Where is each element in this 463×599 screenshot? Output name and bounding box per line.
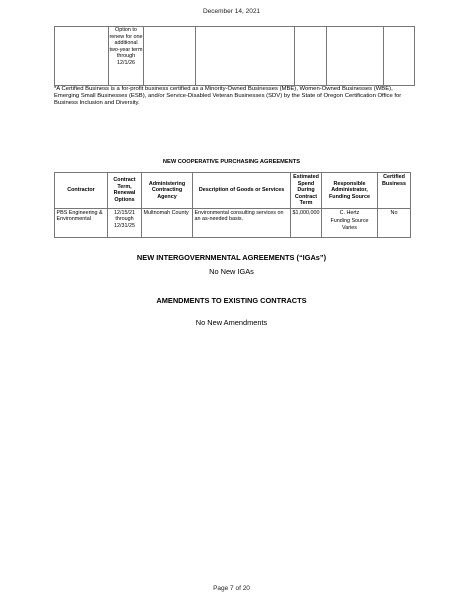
spend-cell: $1,000,000 bbox=[291, 208, 322, 237]
table-header-row bbox=[55, 173, 411, 209]
table-row bbox=[55, 208, 411, 237]
table-cell bbox=[196, 27, 295, 86]
coop-section-title: NEW COOPERATIVE PURCHASING AGREEMENTS bbox=[162, 159, 301, 165]
column-header: Contract Term, Renewal Options bbox=[108, 173, 142, 209]
admin-cell bbox=[322, 208, 378, 237]
table-cell bbox=[144, 27, 196, 86]
continued-table bbox=[54, 26, 415, 86]
certified-cell: No bbox=[378, 208, 411, 237]
igas-text: No New IGAs bbox=[209, 267, 254, 276]
column-header: Responsible Administrator, Funding Source bbox=[322, 173, 378, 209]
contractor-cell: PBS Engineering & Environmental bbox=[55, 208, 108, 237]
certified-business-footnote: *A Certified Business is a for-profit business certified as a Minority-Owned Businesses (MBE), Women-Owned Businesses (WBE), Emerging Small Businesses (ESB), and/or Service-Disabled Veteran Businesses (SDV) by the State of Oregon Certification Office for Business Inclusion and Diversity. bbox=[54, 86, 402, 107]
amendments-text: No New Amendments bbox=[195, 318, 268, 327]
administrator-name: C. Hertz bbox=[339, 209, 360, 216]
column-header: Contractor bbox=[55, 173, 108, 209]
amendments-section-title: AMENDMENTS TO EXISTING CONTRACTS bbox=[156, 296, 307, 305]
funding-source: Funding Source Varies bbox=[330, 218, 369, 231]
column-header: Certified Business bbox=[378, 173, 411, 209]
agency-cell: Multnomah County bbox=[142, 208, 193, 237]
column-header: Description of Goods or Services bbox=[193, 173, 291, 209]
page-header-date: December 14, 2021 bbox=[202, 8, 261, 15]
page-number: Page 7 of 20 bbox=[213, 585, 250, 592]
description-cell: Environmental consulting services on an as-needed basis. bbox=[193, 208, 291, 237]
table-cell bbox=[327, 27, 384, 86]
column-header: Administering Contracting Agency bbox=[142, 173, 193, 209]
igas-section-title: NEW INTERGOVERNMENTAL AGREEMENTS (“IGAs”) bbox=[136, 253, 327, 262]
table-cell bbox=[55, 27, 109, 86]
table-cell bbox=[295, 27, 327, 86]
column-header: Estimated Spend During Contract Term bbox=[291, 173, 322, 209]
table-cell: Option to renew for one additional two-year term through 12/1/26 bbox=[109, 27, 144, 86]
term-cell: 12/15/21 through 12/31/25 bbox=[108, 208, 142, 237]
coop-table bbox=[54, 172, 411, 238]
table-row bbox=[55, 27, 415, 86]
table-cell bbox=[384, 27, 415, 86]
